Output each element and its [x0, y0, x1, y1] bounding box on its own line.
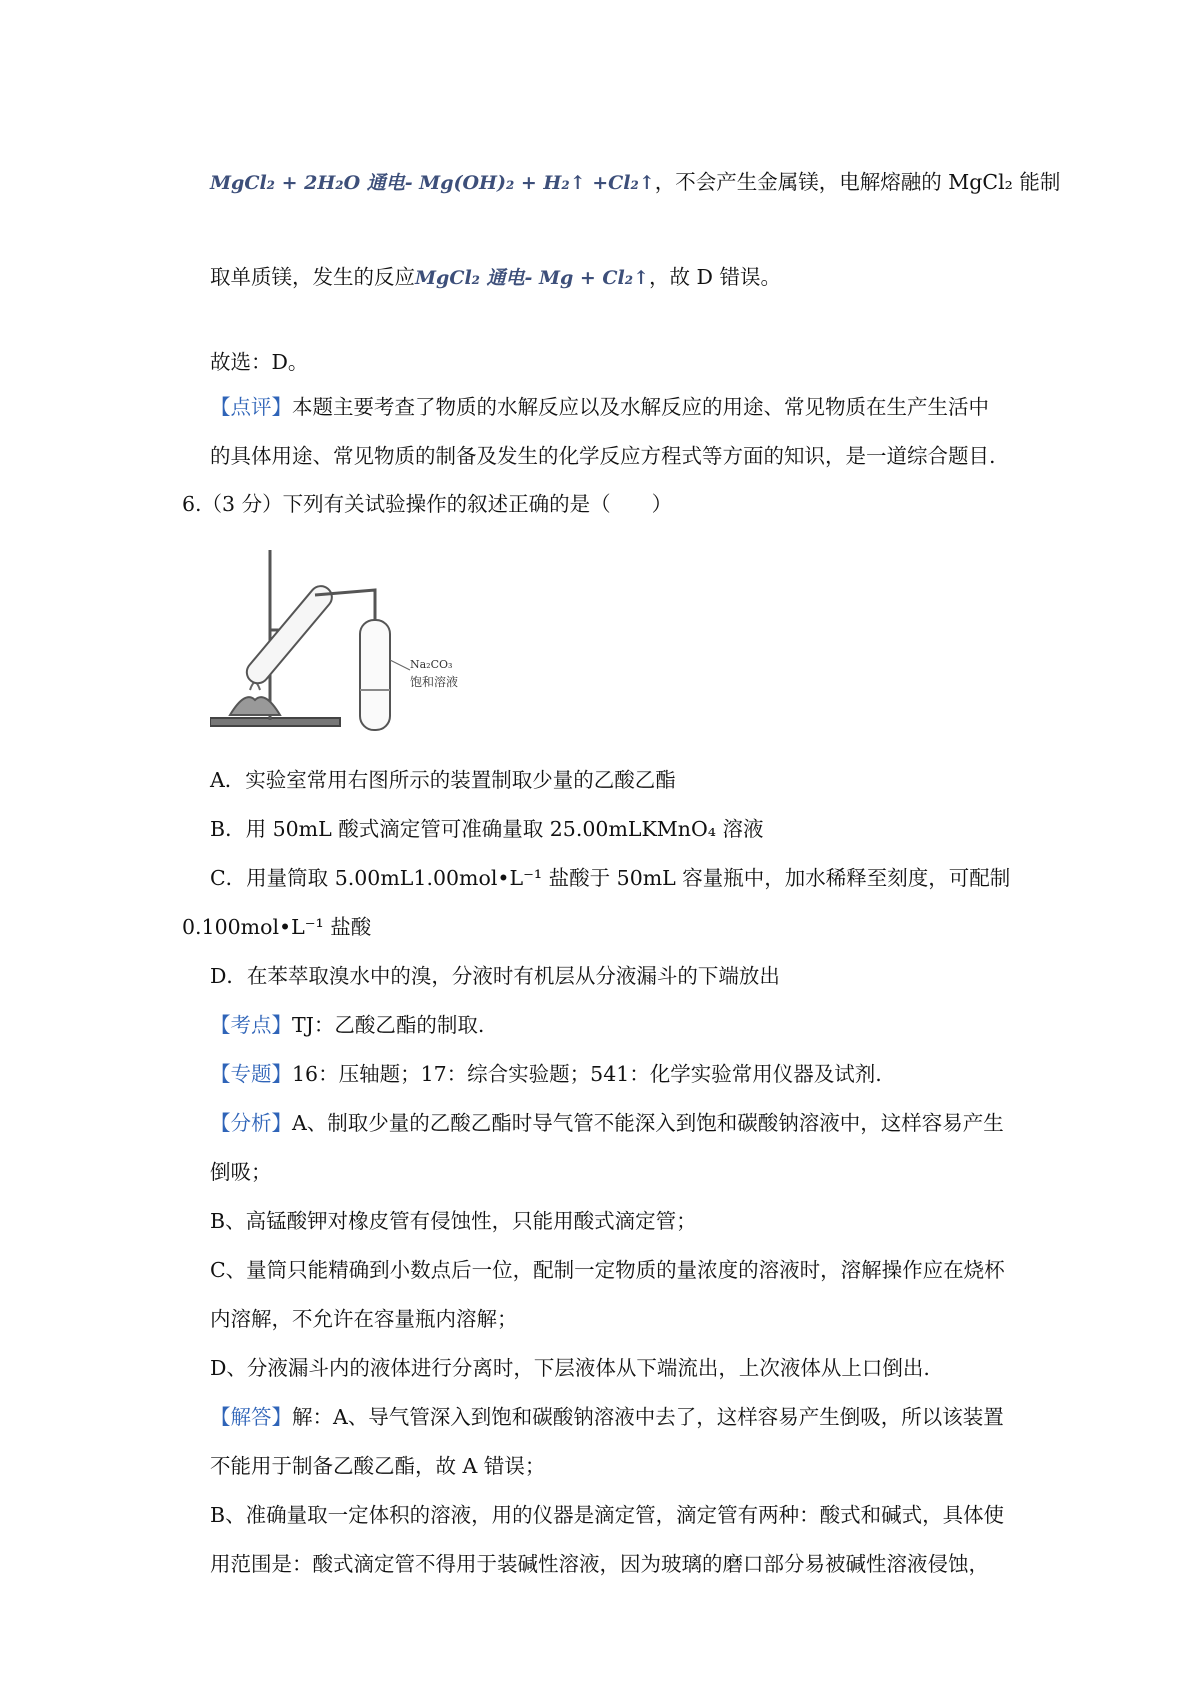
- answer-choice: 故选：D。: [210, 350, 309, 374]
- jieda-line-2: 不能用于制备乙酸乙酯，故 A 错误；: [210, 1454, 546, 1478]
- fenxi-line-3: B、高锰酸钾对橡皮管有侵蚀性，只能用酸式滴定管；: [210, 1209, 697, 1233]
- review-text: 本题主要考查了物质的水解反应以及水解反应的用途、常见物质在生产生活中: [292, 395, 989, 419]
- condition-electrolysis: 通电-: [366, 172, 413, 194]
- figure-label-na2co3: Na₂CO₃: [410, 658, 453, 671]
- fenxi-line-5: 内溶解，不允许在容量瓶内溶解；: [210, 1307, 518, 1331]
- equation-reactants: MgCl₂ + 2H₂O: [210, 172, 361, 194]
- figure-label-saturated: 饱和溶液: [410, 675, 459, 689]
- option-c-line-2: 0.100mol•L⁻¹ 盐酸: [182, 915, 372, 939]
- zhuanti-text: 16：压轴题；17：综合实验题；541：化学实验常用仪器及试剂.: [292, 1062, 882, 1086]
- equation-reactants: MgCl₂: [415, 267, 480, 289]
- zhuanti-line: [210, 1062, 882, 1086]
- equation-line-1: [210, 170, 1060, 195]
- review-tag: 【点评】: [210, 395, 292, 419]
- jieda-text: 解：A、导气管深入到饱和碳酸钠溶液中去了，这样容易产生倒吸，所以该装置: [292, 1405, 1004, 1429]
- equation-comment: ，故 D 错误。: [649, 265, 781, 289]
- equation-line-2: [210, 265, 781, 290]
- question-6-title: 6.（3 分）下列有关试验操作的叙述正确的是（ ）: [182, 492, 673, 516]
- fenxi-line-4: C、量筒只能精确到小数点后一位，配制一定物质的量浓度的溶液时，溶解操作应在烧杯: [210, 1258, 1005, 1282]
- zhuanti-tag: 【专题】: [210, 1062, 292, 1086]
- kaodian-tag: 【考点】: [210, 1013, 292, 1037]
- option-d: D．在苯萃取溴水中的溴，分液时有机层从分液漏斗的下端放出: [210, 964, 780, 988]
- equation-products: Mg(OH)₂ + H₂↑ +Cl₂↑: [419, 172, 655, 194]
- jieda-line-3: B、准确量取一定体积的溶液，用的仪器是滴定管，滴定管有两种：酸式和碱式，具体使: [210, 1503, 1005, 1527]
- kaodian-text: TJ：乙酸乙酯的制取.: [292, 1013, 485, 1037]
- fenxi-line-1: [210, 1111, 1004, 1135]
- fenxi-text: A、制取少量的乙酸乙酯时导气管不能深入到饱和碳酸钠溶液中，这样容易产生: [292, 1111, 1004, 1135]
- fenxi-line-2: 倒吸；: [210, 1160, 272, 1184]
- jieda-tag: 【解答】: [210, 1405, 292, 1429]
- option-c-line-1: C．用量筒取 5.00mL1.00mol•L⁻¹ 盐酸于 50mL 容量瓶中，加水稀释至刻度，可配制: [210, 866, 1011, 890]
- kaodian-line: [210, 1013, 484, 1037]
- review-line-1: [210, 395, 989, 419]
- apparatus-figure: [210, 540, 480, 740]
- condition-electrolysis: 通电-: [486, 267, 533, 289]
- jieda-line-1: [210, 1405, 1004, 1429]
- fenxi-tag: 【分析】: [210, 1111, 292, 1135]
- fenxi-line-6: D、分液漏斗内的液体进行分离时，下层液体从下端流出，上次液体从上口倒出.: [210, 1356, 930, 1380]
- equation-products: Mg + Cl₂↑: [538, 267, 650, 289]
- jieda-line-4: 用范围是：酸式滴定管不得用于装碱性溶液，因为玻璃的磨口部分易被碱性溶液侵蚀，: [210, 1552, 989, 1576]
- review-line-2: 的具体用途、常见物质的制备及发生的化学反应方程式等方面的知识，是一道综合题目.: [210, 444, 996, 468]
- option-a: A．实验室常用右图所示的装置制取少量的乙酸乙酯: [210, 768, 676, 792]
- option-b: B．用 50mL 酸式滴定管可准确量取 25.00mLKMnO₄ 溶液: [210, 817, 764, 841]
- equation-comment: ，不会产生金属镁，电解熔融的 MgCl₂ 能制: [654, 170, 1061, 194]
- equation-prefix: 取单质镁，发生的反应: [210, 265, 415, 289]
